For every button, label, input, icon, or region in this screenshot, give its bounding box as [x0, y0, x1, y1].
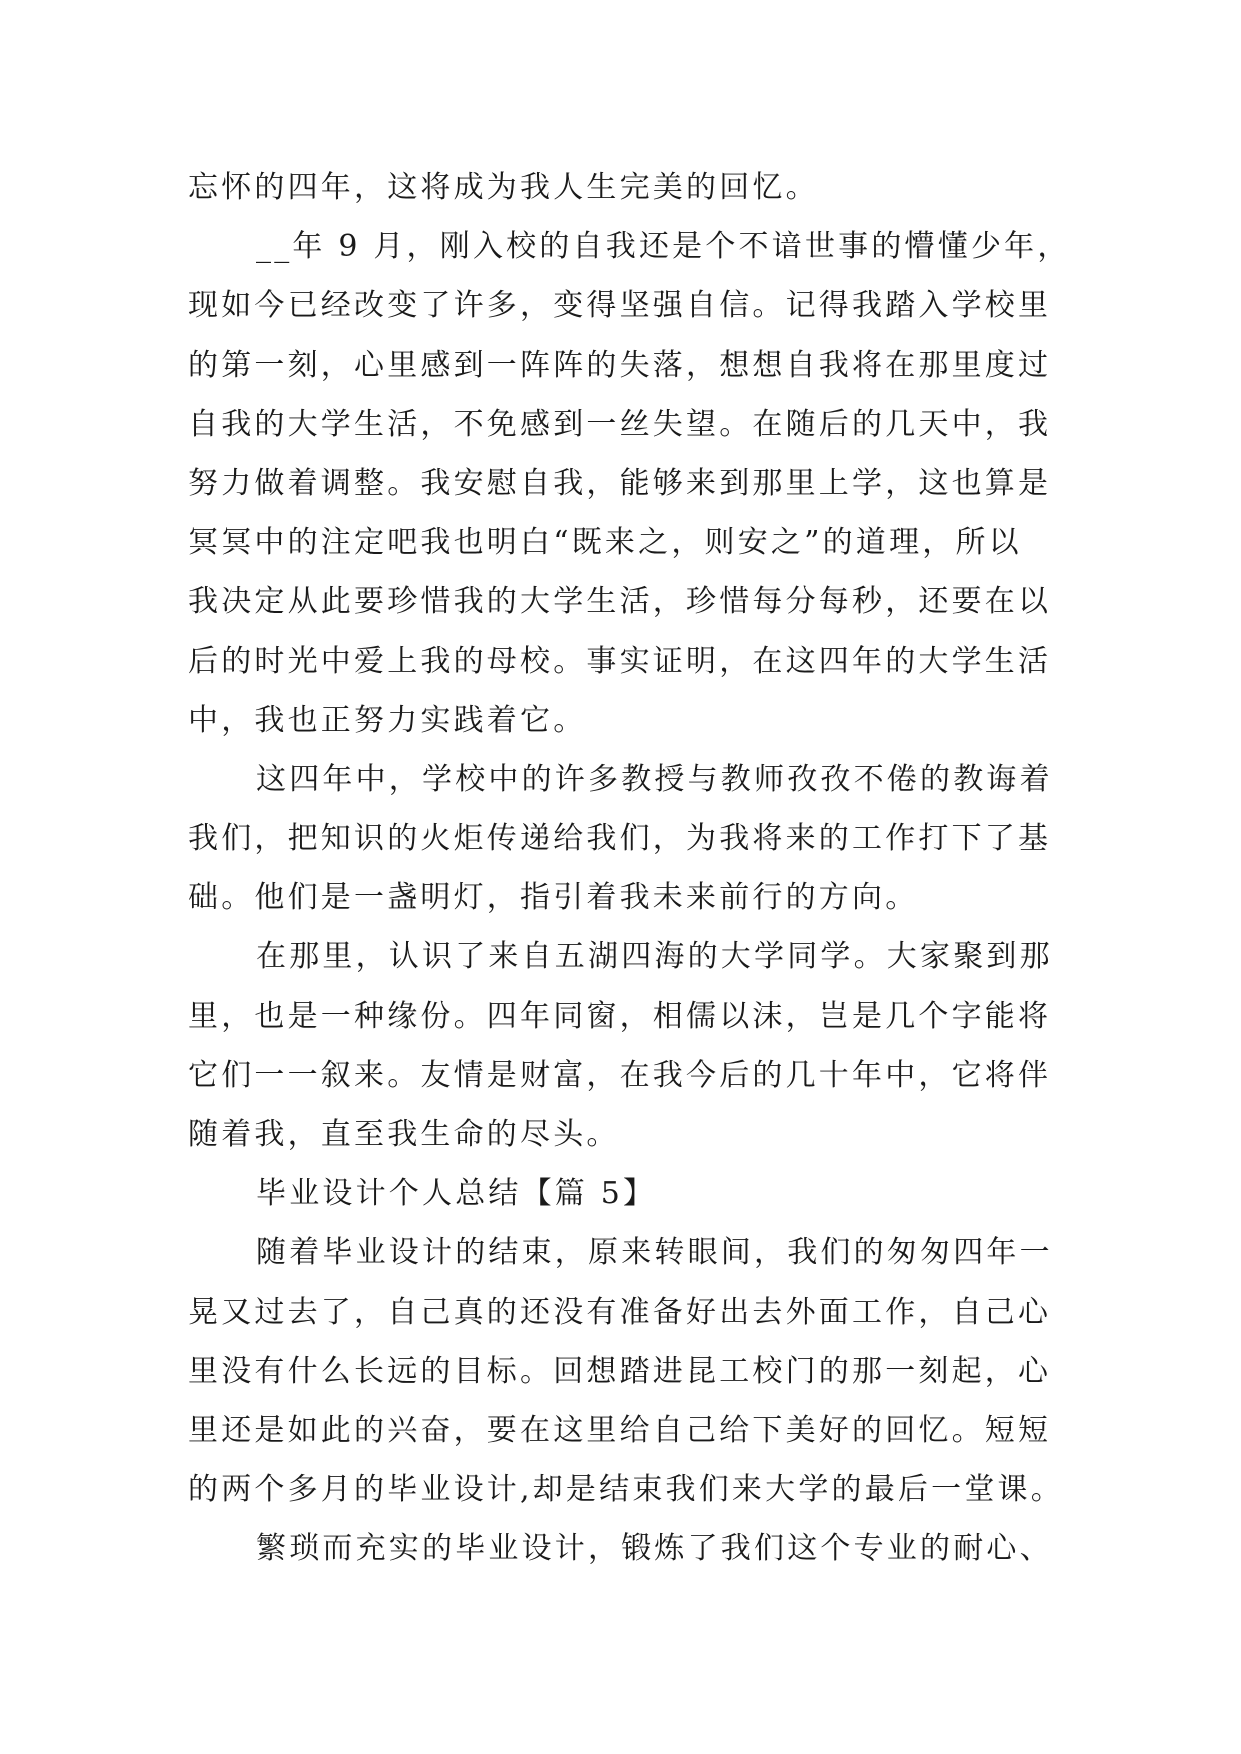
text-line: 冥冥中的注定吧我也明白“既来之，则安之”的道理，所以 — [188, 525, 1022, 561]
text-line: 础。他们是一盏明灯，指引着我未来前行的方向。 — [188, 880, 919, 916]
text-line: 随着我，直至我生命的尽头。 — [188, 1117, 620, 1152]
text-line: 的第一刻，心里感到一阵阵的失落，想想自我将在那里度过 — [188, 347, 1052, 383]
text-line: 里，也是一种缘份。四年同窗，相儒以沫，岂是几个字能将 — [188, 998, 1052, 1034]
text-line: 里没有什么长远的目标。回想踏进昆工校门的那一刻起，心 — [188, 1353, 1052, 1389]
text-line: 我决定从此要珍惜我的大学生活，珍惜每分每秒，还要在以 — [188, 584, 1052, 620]
paragraph-start-line: 繁琐而充实的毕业设计，锻炼了我们这个专业的耐心、 — [256, 1531, 1053, 1567]
text-line: 我们，把知识的火炬传递给我们，为我将来的工作打下了基 — [188, 821, 1052, 857]
text-line: 现如今已经改变了许多，变得坚强自信。记得我踏入学校里 — [188, 288, 1052, 324]
text-line: 自我的大学生活，不免感到一丝失望。在随后的几天中，我 — [188, 406, 1052, 442]
paragraph-start-line: 在那里，认识了来自五湖四海的大学同学。大家聚到那 — [256, 939, 1053, 975]
paragraph-start-line: __年 9 月，刚入校的自我还是个不谙世事的懵懂少年， — [256, 229, 1071, 265]
text-line: 努力做着调整。我安慰自我，能够来到那里上学，这也算是 — [188, 465, 1052, 501]
paragraph-start-line: 这四年中，学校中的许多教授与教师孜孜不倦的教诲着 — [256, 761, 1053, 797]
text-line: 忘怀的四年，这将成为我人生完美的回忆。 — [188, 170, 819, 205]
paragraph-start-line: 随着毕业设计的结束，原来转眼间，我们的匆匆四年一 — [256, 1235, 1053, 1271]
text-line: 中，我也正努力实践着它。 — [188, 702, 587, 738]
text-line: 的两个多月的毕业设计,却是结束我们来大学的最后一堂课。 — [188, 1472, 1064, 1508]
text-line: 晃又过去了，自己真的还没有准备好出去外面工作，自己心 — [188, 1294, 1052, 1330]
text-line: 它们一一叙来。友情是财富，在我今后的几十年中，它将伴 — [188, 1057, 1052, 1093]
section-heading: 毕业设计个人总结【篇 5】 — [256, 1176, 657, 1212]
text-line: 后的时光中爱上我的母校。事实证明，在这四年的大学生活 — [188, 643, 1052, 679]
text-line: 里还是如此的兴奋，要在这里给自己给下美好的回忆。短短 — [188, 1412, 1052, 1448]
body-text — [188, 158, 1071, 1579]
